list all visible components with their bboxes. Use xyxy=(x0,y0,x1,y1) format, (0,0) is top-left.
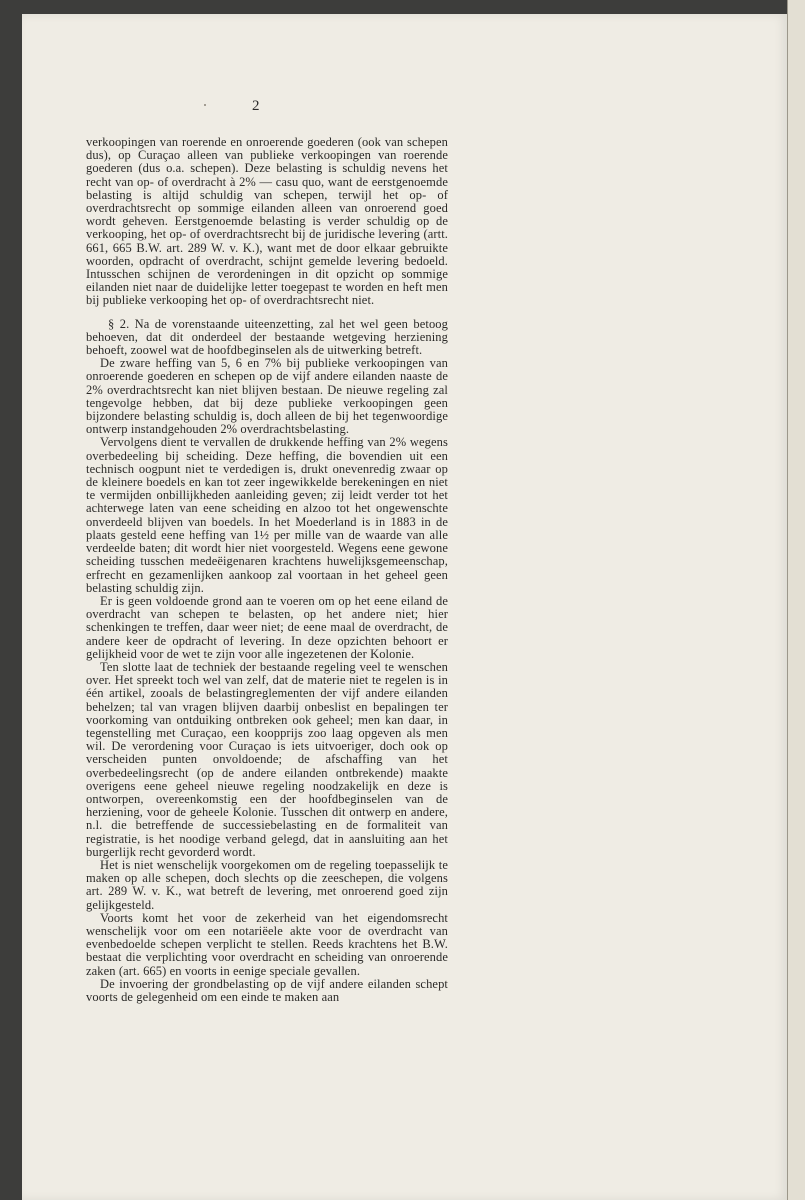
adjacent-page-edge xyxy=(787,0,805,1200)
paper-speck xyxy=(204,104,206,106)
paragraph-8: Voorts komt het voor de zekerheid van het eigendomsrecht wenschelijk voor om een notariëele akte voor de overdracht van evenbedoelde schepen verplicht te stellen. Reeds krachtens het B.W. bestaat die verplichting voor overdracht en scheiding van onroerende zaken (art. 665) en voorts in eenige speciale gevallen. xyxy=(86,910,448,978)
page-number: 2 xyxy=(252,98,260,114)
paragraph-3: De zware heffing van 5, 6 en 7% bij publieke verkoopingen van onroerende goederen en schepen op de vijf andere eilanden naaste de 2% overdrachtsrecht kan niet blijven bestaan. De nieuwe regeling zal tengevolge hebben, dat bij deze publieke verkoopingen geen bijzondere belasting schuldig is, doch alleen de bij het tegenwoordige ontwerp instandgehouden 2% overdrachtsbelasting. xyxy=(86,356,448,437)
paragraph-4: Vervolgens dient te vervallen de drukkende heffing van 2% wegens overbedeeling bij scheiding. Deze heffing, die bovendien uit een technisch oogpunt niet te verdedigen is, drukt onevenredig zwaar op de kleinere boedels en kan tot zeer ingewikkelde berekeningen en niet te vermijden onbillijkheden aanleiding geven; zij leidt verder tot het achterwege laten van eene scheiding en alzoo tot het ongewenschte onverdeeld blijven van boedels. In het Moederland is in 1883 in de plaats gesteld eene heffing van 1½ per mille van de waarde van alle verdeelde baten; dit wordt hier niet voorgesteld. Wegens eene gewone scheiding tusschen medeëigenaren krachtens huwelijksgemeenschap, erfrecht en gezamenlijken aankoop zal voortaan in het geheel geen belasting schuldig zijn. xyxy=(86,435,448,595)
paragraph-6: Ten slotte laat de techniek der bestaande regeling veel te wenschen over. Het spreekt toch wel van zelf, dat de materie niet te regelen is in één artikel, zooals de belastingreglementen der vijf andere eilanden behelzen; tal van vragen blijven daarbij onbeslist en bepalingen ter voorkoming van ontduiking ontbreken ook geheel; men kan daar, in tegenstelling met Curaçao, een koopprijs zoo laag opgeven als men wil. De verordening voor Curaçao is iets uitvoeriger, doch ook op verscheiden punten onvoldoende; de afschaffing van het overbedeelingsrecht (op de andere eilanden ontbrekende) maakte overigens eene geheel nieuwe regeling noodzakelijk en deze is ontworpen, overeenkomstig een der hoofdbeginselen van de herziening, voor de geheele Kolonie. Tusschen dit ontwerp en andere, n.l. die betreffende de successiebelasting en de formaliteit van registratie, is het noodige verband gelegd, dat in aansluiting aan het burgerlijk recht gevorderd wordt. xyxy=(86,659,448,859)
paragraph-section-2: § 2. Na de vorenstaande uiteenzetting, zal het wel geen betoog behoeven, dat dit onderdeel der bestaande wetgeving herziening behoeft, zoowel wat de hoofdbeginselen als de uitwerking betreft. xyxy=(86,316,448,358)
body-text xyxy=(86,136,448,1004)
paragraph-9: De invoering der grondbelasting op de vijf andere eilanden schept voorts de gelegenheid om een einde te maken aan xyxy=(86,976,448,1004)
paragraph-1: verkoopingen van roerende en onroerende goederen (ook van schepen dus), op Curaçao alleen van publieke verkoopingen van roerende goederen (dus o.a. schepen). Deze belasting is schuldig nevens het recht van op- of overdracht à 2% — casu quo, want de eerstgenoemde belasting is altijd schuldig van schepen, terwijl het op- of overdrachtsrecht op sommige eilanden alleen van onroerend goed wordt geheven. Eerstgenoemde belasting is verder schuldig op de verkooping, het op- of overdrachtsrecht bij de juridische levering (artt. 661, 665 B.W. art. 289 W. v. K.), want met de door elkaar gebruikte woorden, opdracht of overdracht, schijnt gemelde levering bedoeld. Intusschen schijnen de verordeningen in dit opzicht op sommige eilanden niet naar de duidelijke letter toegepast te worden en heft men bij publieke verkooping het op- of overdrachtsrecht niet. xyxy=(86,135,448,308)
paragraph-7: Het is niet wenschelijk voorgekomen om de regeling toepasselijk te maken op alle schepen, doch slechts op die zeeschepen, die volgens art. 289 W. v. K., wat betreft de levering, met onroerend goed zijn gelijkgesteld. xyxy=(86,857,448,912)
paragraph-5: Er is geen voldoende grond aan te voeren om op het eene eiland de overdracht van schepen te belasten, op het andere niet; hier schenkingen te treffen, daar weer niet; de eene maal de overdracht, de andere keer de opdracht of levering. In deze opzichten behoort er gelijkheid voor de wet te zijn voor alle ingezetenen der Kolonie. xyxy=(86,593,448,661)
